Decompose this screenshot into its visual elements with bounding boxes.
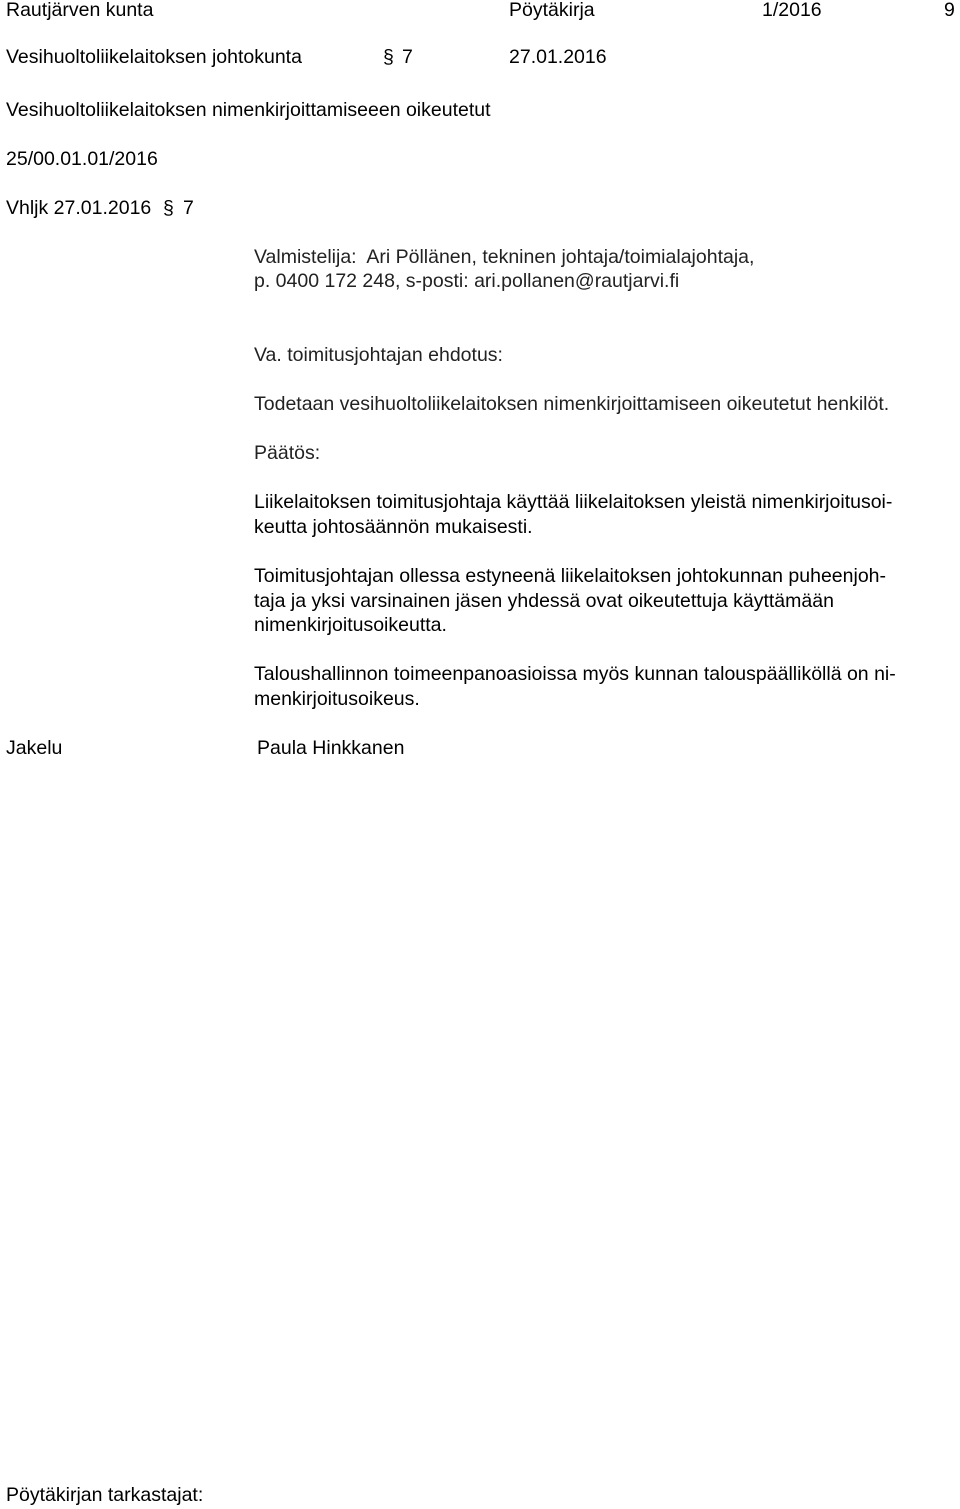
proposal-label: Va. toimitusjohtajan ehdotus:: [254, 344, 503, 366]
governing-body: Vesihuoltoliikelaitoksen johtokunta: [6, 46, 302, 68]
text-line: keutta johtosäännön mukaisesti.: [254, 515, 533, 538]
text-line: Taloushallinnon toimeenpanoasioissa myös kunnan talouspäälliköllä on ni-: [254, 663, 896, 685]
reviewers-label: Pöytäkirjan tarkastajat:: [6, 1484, 204, 1506]
reference-section-number: 7: [183, 197, 194, 219]
decision-label: Päätös:: [254, 442, 321, 464]
reference-prefix: Vhljk 27.01.2016: [6, 197, 152, 219]
record-number: 25/00.01.01/2016: [6, 148, 158, 170]
decision-paragraph: [254, 490, 892, 539]
preparer-line-2: p. 0400 172 248, s-posti: ari.pollanen@rautjarvi.fi: [254, 270, 680, 292]
distribution-recipient: Paula Hinkkanen: [257, 737, 405, 759]
meeting-date: 27.01.2016: [509, 46, 607, 68]
decision-paragraph: [254, 564, 886, 638]
reference-section-symbol: §: [163, 197, 174, 219]
municipality-name: Rautjärven kunta: [6, 0, 154, 21]
text-line: Toimitusjohtajan ollessa estyneenä liikelaitoksen johtokunnan puheenjoh-: [254, 565, 886, 587]
text-line: Liikelaitoksen toimitusjohtaja käyttää liikelaitoksen yleistä nimenkirjoitusoi-: [254, 491, 893, 513]
decision-paragraph: [254, 662, 896, 711]
proposal-text: Todetaan vesihuoltoliikelaitoksen nimenkirjoittamiseen oikeutetut henkilöt.: [254, 393, 890, 415]
preparer-line-1: Valmistelija: Ari Pöllänen, tekninen johtaja/toimialajohtaja,: [254, 246, 755, 268]
matter-title: Vesihuoltoliikelaitoksen nimenkirjoittamiseeen oikeutetut: [6, 99, 491, 121]
text-line: menkirjoitusoikeus.: [254, 687, 420, 710]
text-line: nimenkirjoitusoikeutta.: [254, 614, 447, 636]
document-type: Pöytäkirja: [509, 0, 595, 21]
text-line: taja ja yksi varsinainen jäsen yhdessä ovat oikeutettuja käyttämään: [254, 589, 834, 612]
page-number: 9: [944, 0, 955, 21]
document-number: 1/2016: [762, 0, 822, 21]
distribution-label: Jakelu: [6, 737, 63, 759]
section-number: 7: [402, 46, 413, 68]
section-symbol: §: [383, 46, 394, 68]
